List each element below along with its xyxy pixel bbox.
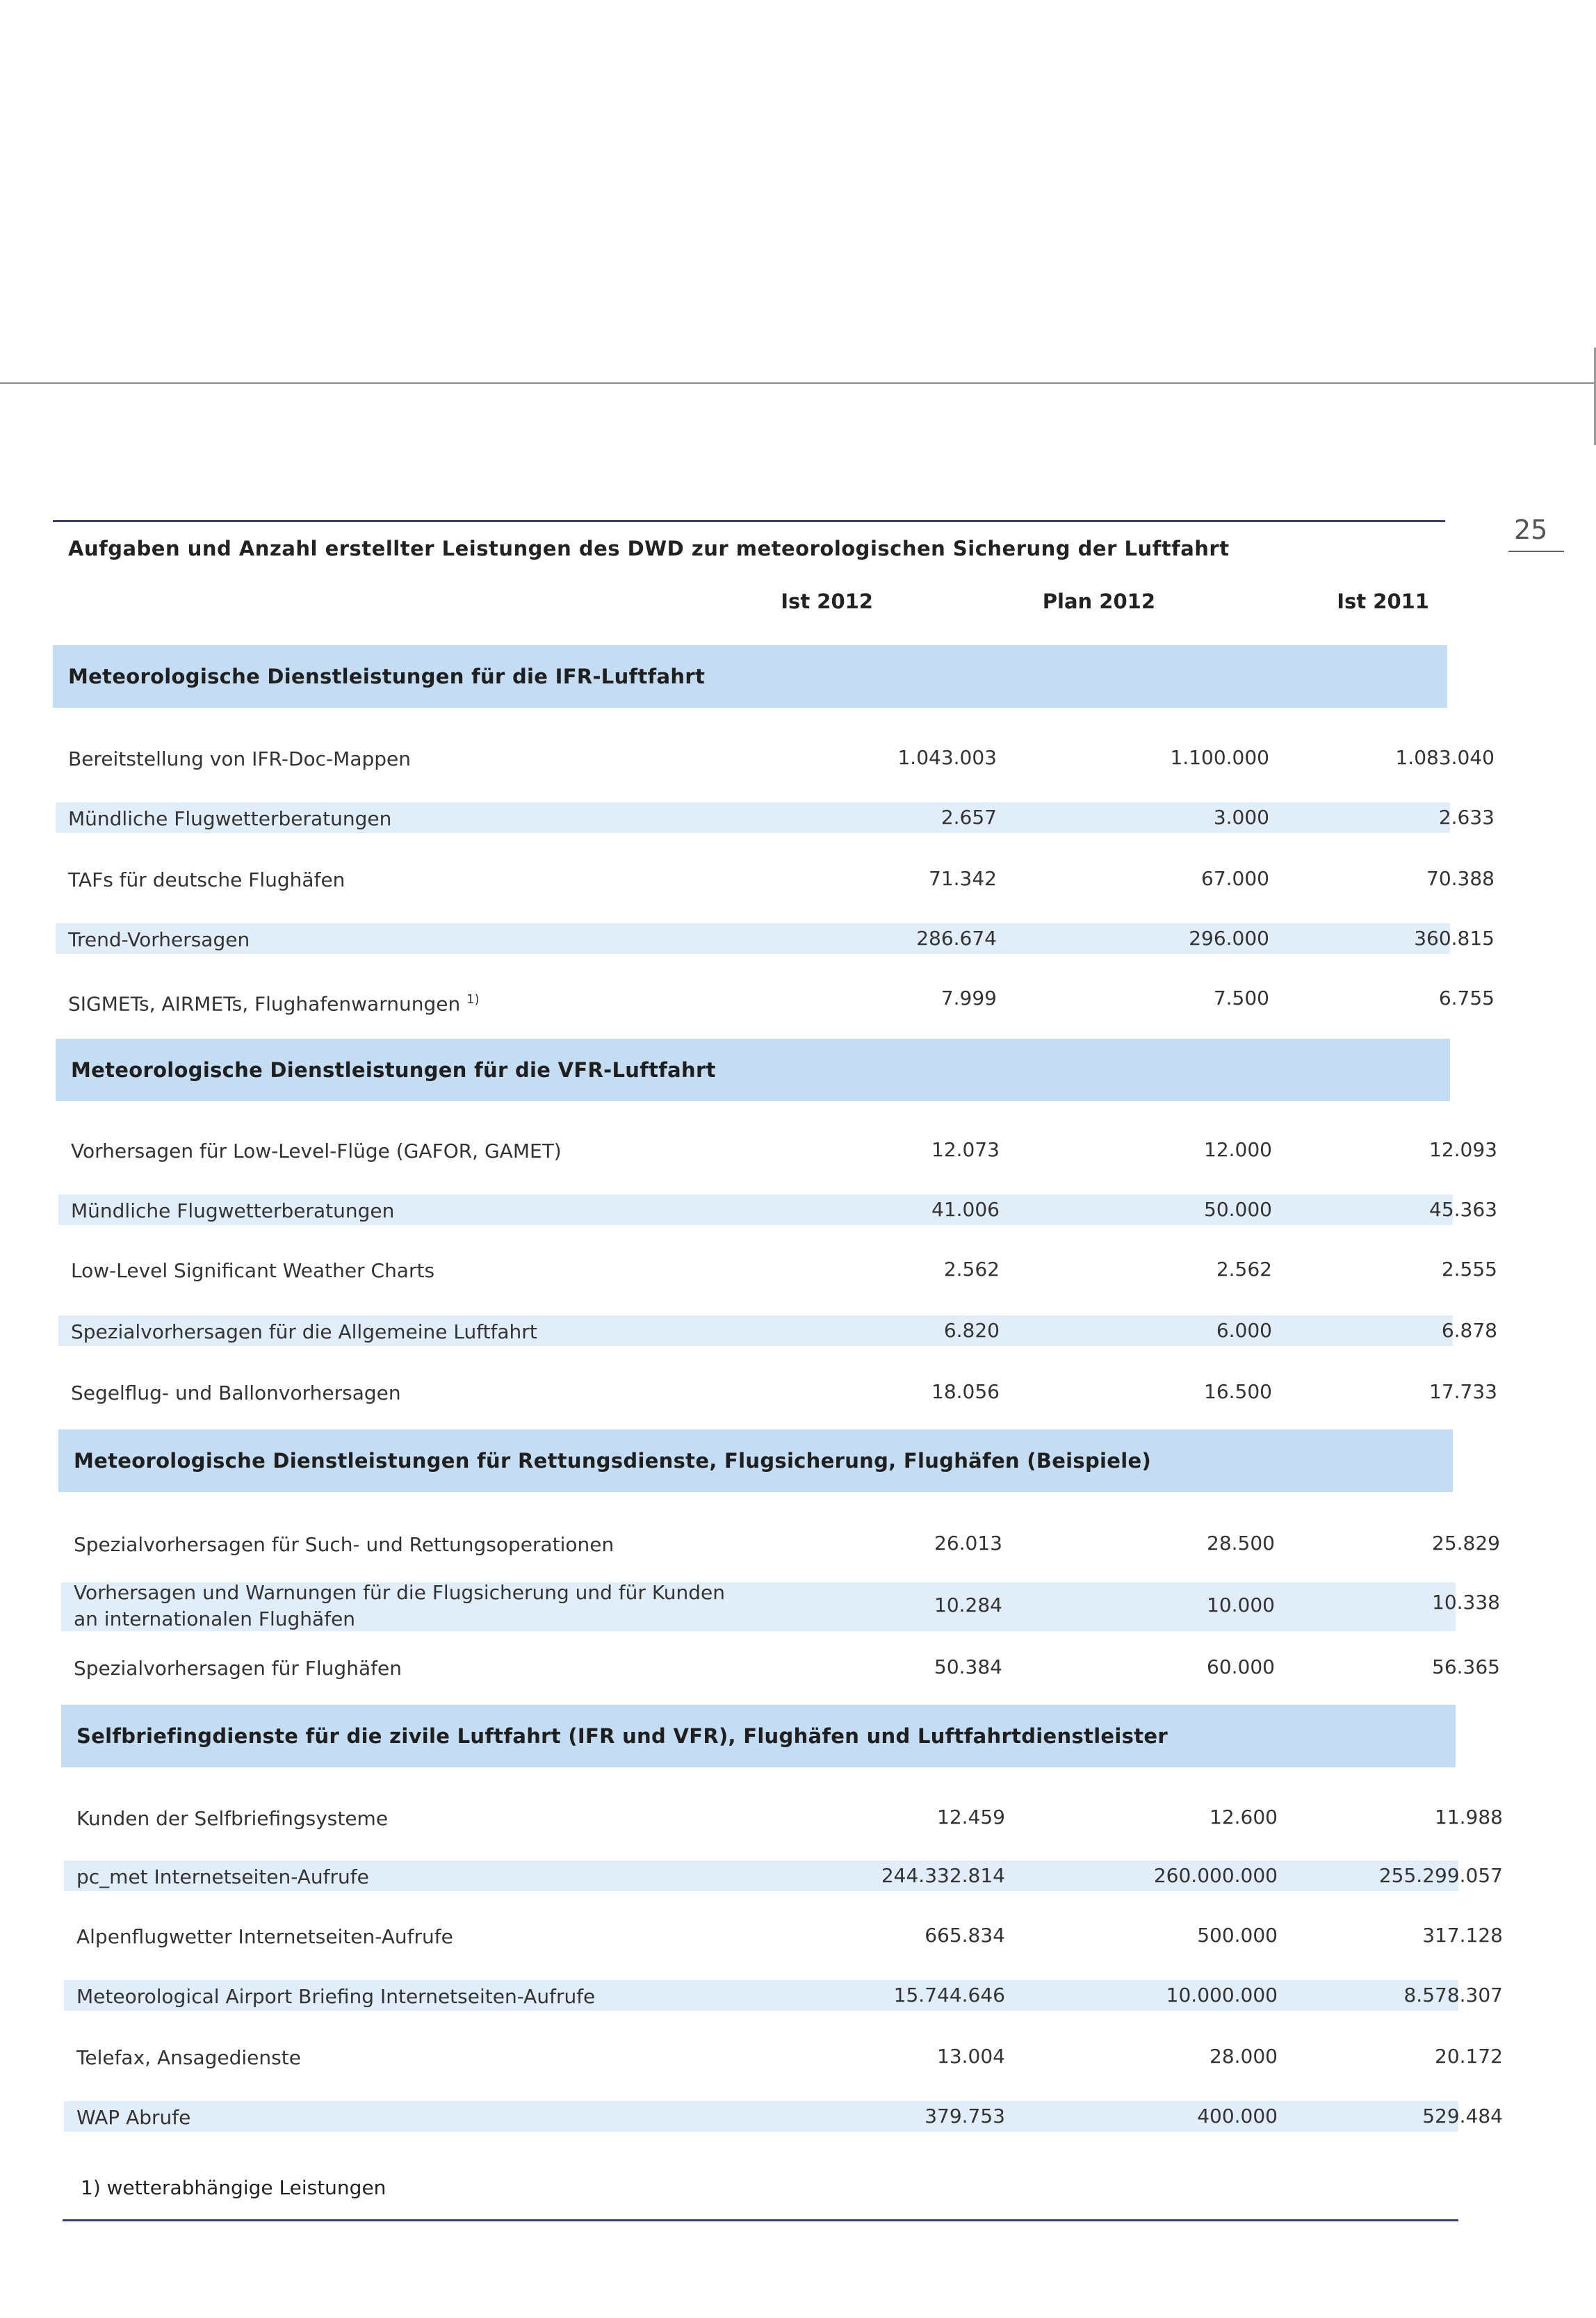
row-label: Mündliche Flugwetterberatungen: [68, 807, 392, 830]
row-label: TAFs für deutsche Flughäfen: [68, 868, 345, 891]
row-label: Spezialvorhersagen für die Allgemeine Luftfahrt: [71, 1320, 537, 1343]
value-ist-2012: 26.013: [934, 1532, 1002, 1555]
value-plan-2012: 12.000: [1204, 1138, 1272, 1161]
row-label: WAP Abrufe: [76, 2106, 191, 2129]
value-ist-2011: 1.083.040: [1395, 746, 1495, 769]
page-number: 25: [1514, 514, 1548, 545]
value-ist-2012: 379.753: [925, 2105, 1005, 2127]
table-row: [56, 864, 1495, 894]
section-heading-vfr: [56, 1039, 1450, 1101]
table-row: [56, 923, 1495, 954]
value-ist-2011: 12.093: [1429, 1138, 1497, 1161]
value-ist-2012: 2.657: [940, 806, 997, 829]
section-heading-label: Meteorologische Dienstleistungen für Rettungsdienste, Flugsicherung, Flughäfen (Beispiele): [74, 1449, 1152, 1473]
table-footnote: 1) wetterabhängige Leistungen: [81, 2176, 386, 2199]
section-heading-label: Meteorologische Dienstleistungen für die VFR-Luftfahrt: [71, 1058, 716, 1082]
section-heading-label: Selfbriefingdienste für die zivile Luftfahrt (IFR und VFR), Flughäfen und Luftfahrtdienstleister: [76, 1724, 1168, 1748]
table-row: [58, 1254, 1497, 1285]
section-heading-ifr: [53, 645, 1447, 708]
value-ist-2012: 13.004: [937, 2045, 1005, 2068]
value-ist-2012: 12.459: [937, 1806, 1005, 1829]
table-row: [64, 1980, 1503, 2011]
value-ist-2011: 6.755: [1438, 987, 1495, 1010]
row-label: Bereitstellung von IFR-Doc-Mappen: [68, 747, 411, 770]
table-row: [58, 1377, 1497, 1407]
table-row: [61, 1581, 1500, 1631]
table-row: [61, 1528, 1500, 1559]
value-plan-2012: 28.500: [1207, 1532, 1275, 1555]
table-row: [64, 1802, 1503, 1833]
value-ist-2012: 1.043.003: [897, 746, 997, 769]
row-label: Mündliche Flugwetterberatungen: [71, 1199, 395, 1222]
table-row: [64, 1861, 1503, 1891]
value-plan-2012: 28.000: [1210, 2045, 1278, 2068]
value-ist-2011: 17.733: [1429, 1380, 1497, 1403]
value-ist-2011: 255.299.057: [1378, 1864, 1503, 1887]
table-row: [56, 983, 1495, 1016]
value-ist-2011: 10.338: [1432, 1591, 1500, 1614]
table-top-rule: [53, 520, 1445, 522]
row-label: Low-Level Significant Weather Charts: [71, 1259, 435, 1282]
value-ist-2011: 56.365: [1432, 1655, 1500, 1678]
value-plan-2012: 400.000: [1197, 2105, 1278, 2127]
table-row: [58, 1135, 1497, 1165]
table-row: [56, 743, 1495, 773]
value-plan-2012: 260.000.000: [1153, 1864, 1278, 1887]
value-ist-2011: 529.484: [1422, 2105, 1503, 2127]
row-label: Vorhersagen und Warnungen für die Flugsicherung und für Kunden an internationalen Flughäfen: [74, 1581, 726, 1630]
row-label: Meteorological Airport Briefing Internetseiten-Aufrufe: [76, 1985, 596, 2008]
value-ist-2012: 12.073: [931, 1138, 1000, 1161]
value-ist-2011: 20.172: [1435, 2045, 1503, 2068]
value-plan-2012: 296.000: [1189, 927, 1269, 950]
table-row: [58, 1194, 1497, 1225]
page-number-underline: [1508, 551, 1564, 552]
row-label: SIGMETs, AIRMETs, Flughafenwarnungen $^{1)}$: [68, 992, 480, 1016]
value-ist-2012: 244.332.814: [881, 1864, 1005, 1887]
value-plan-2012: 3.000: [1213, 806, 1269, 829]
row-label: Segelflug- und Ballonvorhersagen: [71, 1381, 401, 1404]
value-plan-2012: 10.000.000: [1166, 1984, 1278, 2007]
table-row: [58, 1315, 1497, 1346]
footnote-marker: 1): [466, 992, 480, 1007]
table-row: [56, 802, 1495, 833]
table-row: [64, 1920, 1503, 1951]
table-bottom-rule: [63, 2219, 1458, 2221]
column-header-ist-2012: Ist 2012: [781, 590, 873, 613]
value-ist-2011: 25.829: [1432, 1532, 1500, 1555]
value-ist-2012: 10.284: [934, 1594, 1002, 1616]
value-ist-2011: 70.388: [1426, 867, 1495, 890]
value-ist-2012: 50.384: [934, 1655, 1002, 1678]
row-label: Vorhersagen für Low-Level-Flüge (GAFOR, GAMET): [71, 1140, 562, 1162]
value-ist-2012: 6.820: [943, 1319, 1000, 1342]
value-plan-2012: 50.000: [1204, 1198, 1272, 1221]
value-plan-2012: 6.000: [1216, 1319, 1272, 1342]
value-plan-2012: 500.000: [1197, 1924, 1278, 1947]
value-ist-2011: 2.555: [1441, 1258, 1497, 1281]
value-plan-2012: 60.000: [1207, 1655, 1275, 1678]
value-ist-2011: 2.633: [1438, 806, 1495, 829]
value-ist-2011: 317.128: [1422, 1924, 1503, 1947]
value-ist-2011: 360.815: [1414, 927, 1495, 950]
row-label: Trend-Vorhersagen: [68, 928, 250, 951]
column-header-plan-2012: Plan 2012: [1042, 590, 1155, 613]
value-plan-2012: 12.600: [1210, 1806, 1278, 1829]
value-ist-2012: 41.006: [931, 1198, 1000, 1221]
value-plan-2012: 16.500: [1204, 1380, 1272, 1403]
value-ist-2012: 15.744.646: [893, 1984, 1005, 2007]
row-label: Telefax, Ansagedienste: [76, 2046, 301, 2069]
value-plan-2012: 10.000: [1207, 1594, 1275, 1616]
table-row: [64, 2101, 1503, 2132]
row-label: Spezialvorhersagen für Such- und Rettungsoperationen: [74, 1533, 614, 1556]
value-ist-2011: 11.988: [1435, 1806, 1503, 1829]
row-label: pc_met Internetseiten-Aufrufe: [76, 1865, 369, 1888]
section-heading-rettungsdienste: [58, 1429, 1453, 1492]
value-plan-2012: 67.000: [1201, 867, 1269, 890]
row-label: Kunden der Selfbriefingsysteme: [76, 1807, 389, 1830]
value-ist-2012: 18.056: [931, 1380, 1000, 1403]
table-row: [61, 1652, 1500, 1683]
value-ist-2012: 286.674: [916, 927, 997, 950]
value-ist-2012: 2.562: [943, 1258, 1000, 1281]
value-ist-2012: 71.342: [929, 867, 997, 890]
value-ist-2012: 7.999: [940, 987, 997, 1010]
value-plan-2012: 2.562: [1216, 1258, 1272, 1281]
section-heading-label: Meteorologische Dienstleistungen für die IFR-Luftfahrt: [68, 665, 706, 688]
value-plan-2012: 1.100.000: [1170, 746, 1269, 769]
row-label: Spezialvorhersagen für Flughäfen: [74, 1657, 402, 1680]
value-ist-2012: 665.834: [925, 1924, 1005, 1947]
table-row: [64, 2041, 1503, 2072]
value-ist-2011: 45.363: [1429, 1198, 1497, 1221]
table-title: Aufgaben und Anzahl erstellter Leistungen des DWD zur meteorologischen Sicherung der Luftfahrt: [68, 537, 1230, 560]
row-label: Alpenflugwetter Internetseiten-Aufrufe: [76, 1925, 453, 1948]
value-ist-2011: 8.578.307: [1403, 1984, 1503, 2007]
value-ist-2011: 6.878: [1441, 1319, 1497, 1342]
section-heading-selfbriefing: [61, 1705, 1456, 1767]
page-crease: [0, 382, 1596, 384]
column-header-ist-2011: Ist 2011: [1337, 590, 1429, 613]
value-plan-2012: 7.500: [1213, 987, 1269, 1010]
